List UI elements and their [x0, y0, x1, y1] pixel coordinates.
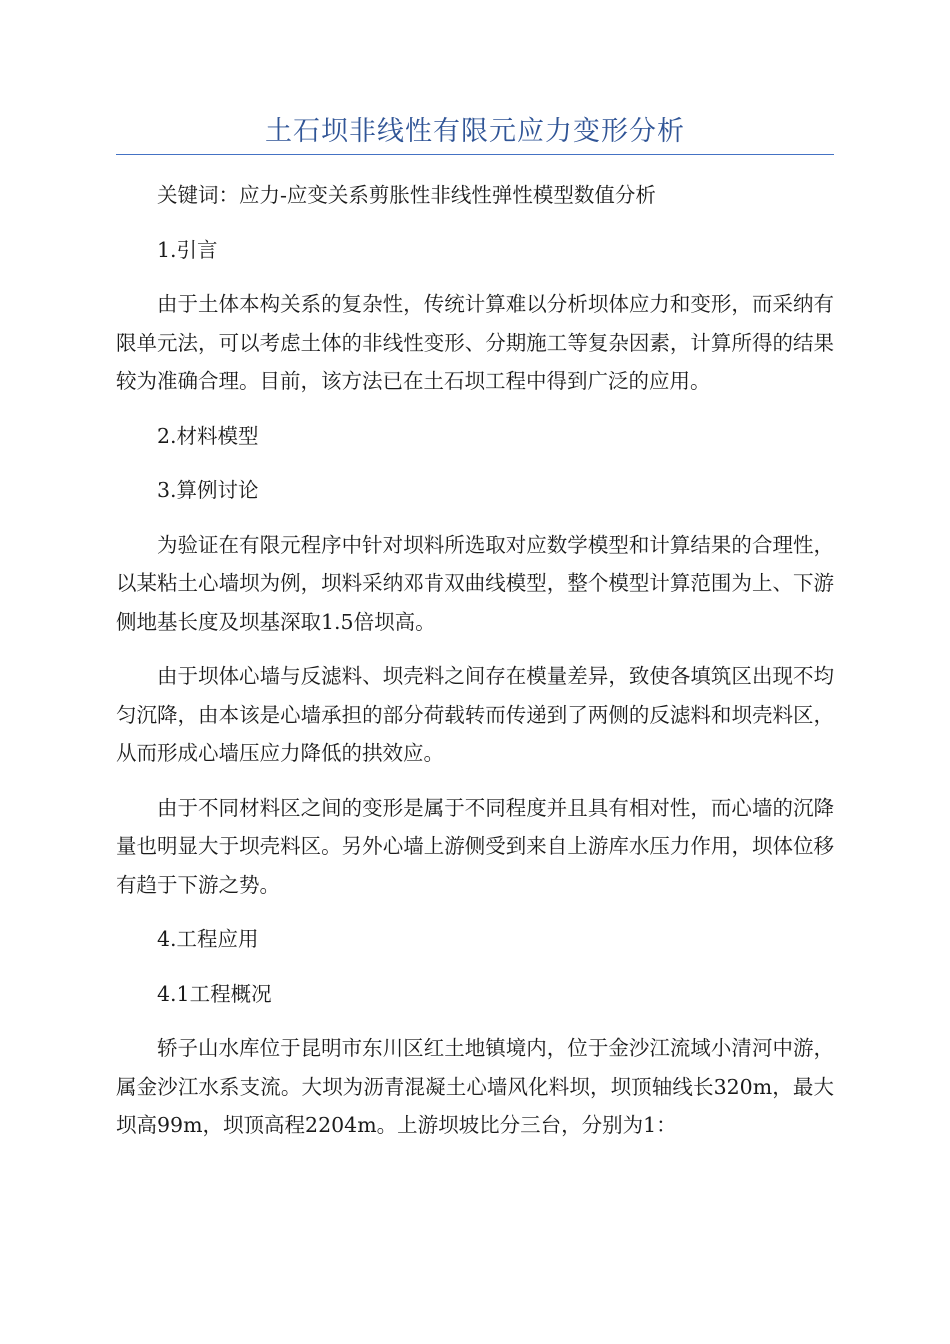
body-paragraph: 轿子山水库位于昆明市东川区红土地镇境内，位于金沙江流域小清河中游，属金沙江水系支流。大坝为沥青混凝土心墙风化料坝，坝顶轴线长320m，最大坝高99m，坝顶高程2204m。上游坝坡比分三台，分别为1：: [116, 1036, 834, 1137]
body-paragraph: 由于土体本构关系的复杂性，传统计算难以分析坝体应力和变形，而采纳有限单元法，可以考虑土体的非线性变形、分期施工等复杂因素，计算所得的结果较为准确合理。目前，该方法已在土石坝工程中得到广泛的应用。: [116, 292, 834, 393]
title-underline: [116, 154, 834, 155]
section-heading-example-discussion: 3.算例讨论: [157, 478, 259, 502]
section-heading-engineering-application: 4.工程应用: [157, 927, 259, 951]
document-title: 土石坝非线性有限元应力变形分析: [265, 116, 685, 147]
section-heading-material-model: 2.材料模型: [157, 423, 259, 448]
body-paragraph: 由于不同材料区之间的变形是属于不同程度并且具有相对性，而心墙的沉降量也明显大于坝壳料区。另外心墙上游侧受到来自上游库水压力作用，坝体位移有趋于下游之势。: [116, 795, 834, 897]
body-paragraph: 为验证在有限元程序中针对坝料所选取对应数学模型和计算结果的合理性，以某粘土心墙坝为例，坝料采纳邓肯双曲线模型，整个模型计算范围为上、下游侧地基长度及坝基深取1.5倍坝高。: [116, 532, 834, 634]
section-heading-project-overview: 4.1工程概况: [157, 981, 272, 1006]
body-paragraph: 由于坝体心墙与反滤料、坝壳料之间存在模量差异，致使各填筑区出现不均匀沉降，由本该是心墙承担的部分荷载转而传递到了两侧的反滤料和坝壳料区，从而形成心墙压应力降低的拱效应。: [116, 664, 834, 765]
document-body: [116, 176, 834, 1145]
keywords-paragraph: 关键词：应力-应变关系剪胀性非线性弹性模型数值分析: [157, 183, 656, 207]
section-heading-introduction: 1.引言: [157, 237, 218, 262]
